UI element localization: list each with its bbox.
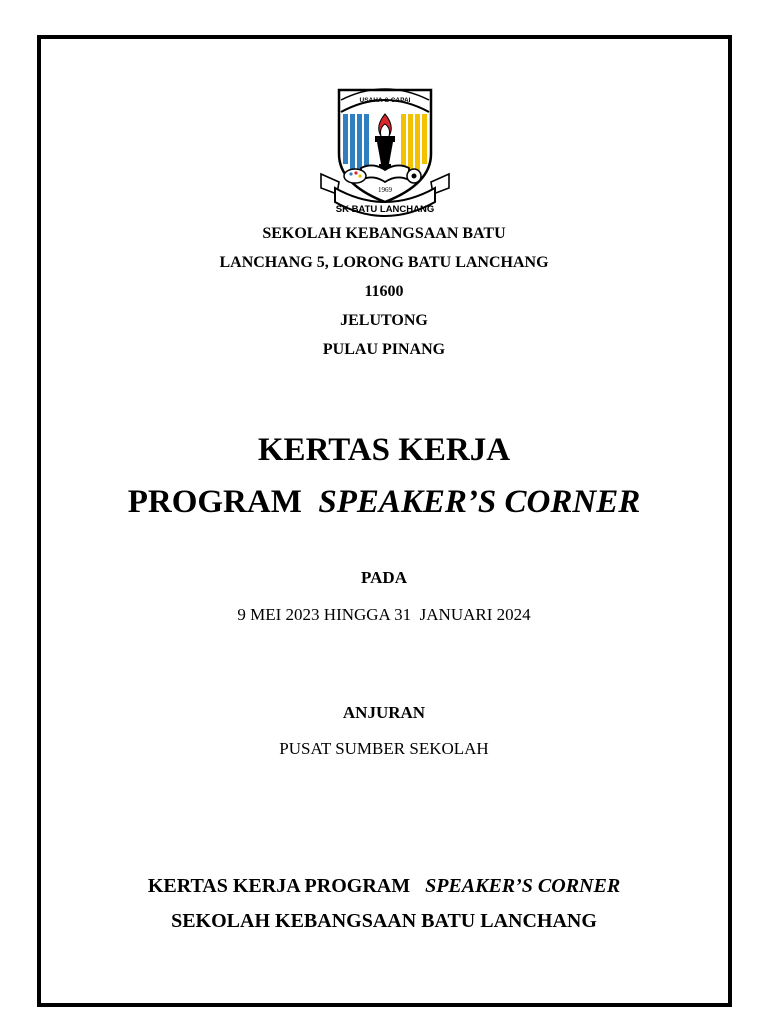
- document-title-line-2: [0, 486, 768, 519]
- organizer-name: PUSAT SUMBER SEKOLAH: [279, 739, 489, 758]
- crest-banner-text: SK BATU LANCHANG: [335, 204, 435, 215]
- title-prefix: PROGRAM: [127, 484, 319, 520]
- school-crest-logo: [317, 84, 453, 220]
- address-postcode: 11600: [364, 283, 404, 300]
- footer-prefix: KERTAS KERJA PROGRAM: [147, 875, 426, 897]
- palette-icon: [344, 169, 366, 183]
- crest-year: 1969: [378, 186, 392, 194]
- address-city: JELUTONG: [340, 312, 428, 329]
- address-state: PULAU PINANG: [322, 341, 446, 358]
- address-line-2: LANCHANG 5, LORONG BATU LANCHANG: [219, 254, 549, 271]
- footer-line-2: SEKOLAH KEBANGSAAN BATU LANCHANG: [171, 910, 597, 932]
- schedule-label: PADA: [361, 568, 407, 587]
- crest-motto: USAHA & CAPAI: [359, 97, 411, 104]
- address-line-1: SEKOLAH KEBANGSAAN BATU: [262, 225, 506, 242]
- schedule-dates-text: 9 MEI 2023 HINGGA 31 JANUARI 2024: [237, 605, 531, 624]
- organizer-label: ANJURAN: [342, 703, 426, 722]
- document-title-line-1: KERTAS KERJA: [257, 432, 511, 468]
- schedule-dates: [0, 606, 768, 623]
- footer-program-name: SPEAKER’S CORNER: [425, 875, 621, 897]
- footer-line-1: [0, 876, 768, 896]
- title-program-name: SPEAKER’S CORNER: [318, 484, 641, 520]
